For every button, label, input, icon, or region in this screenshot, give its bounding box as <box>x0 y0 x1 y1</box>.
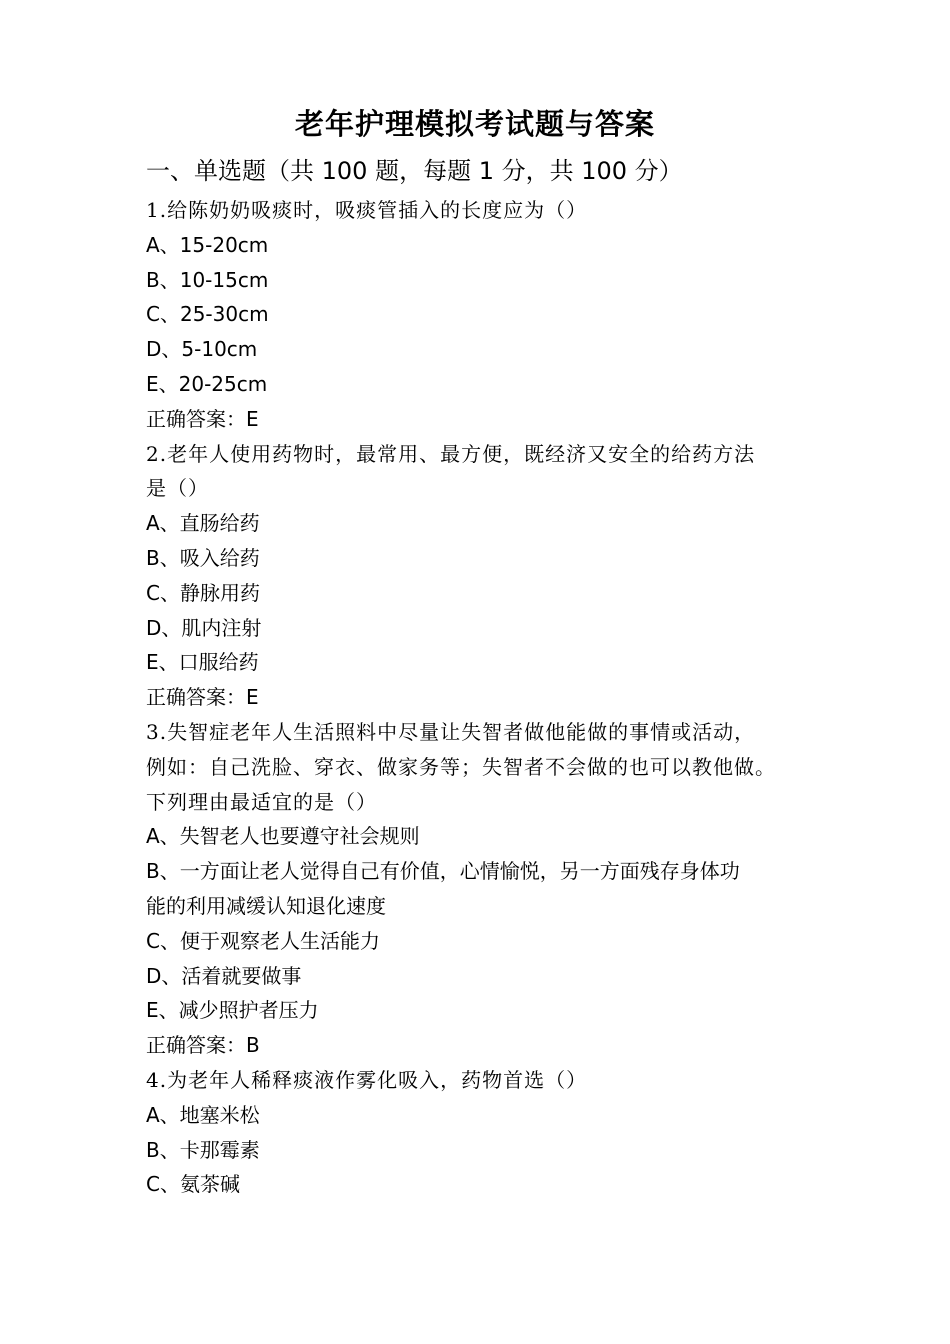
answer-option: C、25-30cm <box>146 302 269 327</box>
question-stem: 例如：自己洗脸、穿衣、做家务等；失智者不会做的也可以教他做。 <box>146 754 776 779</box>
answer-option: A、直肠给药 <box>146 511 260 536</box>
question-stem: 4.为老年人稀释痰液作雾化吸入，药物首选（） <box>146 1067 588 1092</box>
question-block <box>146 1063 836 1202</box>
answer-option: D、肌内注射 <box>146 615 262 640</box>
answer-option: C、静脉用药 <box>146 580 260 605</box>
answer-option: C、氨茶碱 <box>146 1172 240 1197</box>
question-block <box>146 715 836 1063</box>
question-list <box>146 193 836 1202</box>
answer-option: C、便于观察老人生活能力 <box>146 928 380 953</box>
correct-answer: 正确答案：B <box>146 1033 260 1058</box>
question-stem: 是（） <box>146 476 209 501</box>
document-title: 老年护理模拟考试题与答案 <box>294 107 655 141</box>
answer-option: 能的利用减缓认知退化速度 <box>146 893 386 918</box>
correct-answer: 正确答案：E <box>146 406 259 431</box>
question-block <box>146 193 836 437</box>
answer-option: B、10-15cm <box>146 267 269 292</box>
section-heading: 一、单选题（共 100 题，每题 1 分，共 100 分） <box>146 157 683 185</box>
answer-option: E、减少照护者压力 <box>146 998 319 1023</box>
answer-option: B、卡那霉素 <box>146 1137 260 1162</box>
correct-answer: 正确答案：E <box>146 685 259 710</box>
answer-option: B、一方面让老人觉得自己有价值，心情愉悦，另一方面残存身体功 <box>146 859 740 884</box>
answer-option: D、5-10cm <box>146 337 258 362</box>
question-stem: 1.给陈奶奶吸痰时，吸痰管插入的长度应为（） <box>146 198 588 222</box>
answer-option: E、20-25cm <box>146 371 268 396</box>
answer-option: E、口服给药 <box>146 650 259 675</box>
answer-option: A、地塞米松 <box>146 1102 260 1127</box>
answer-option: A、15-20cm <box>146 232 269 257</box>
answer-option: A、失智老人也要遵守社会规则 <box>146 824 420 849</box>
question-stem: 2.老年人使用药物时，最常用、最方便，既经济又安全的给药方法 <box>146 441 756 466</box>
answer-option: D、活着就要做事 <box>146 963 302 988</box>
question-stem: 下列理由最适宜的是（） <box>146 789 377 814</box>
answer-option: B、吸入给药 <box>146 545 260 570</box>
question-stem: 3.失智症老年人生活照料中尽量让失智者做他能做的事情或活动， <box>146 719 756 744</box>
question-block <box>146 437 836 715</box>
